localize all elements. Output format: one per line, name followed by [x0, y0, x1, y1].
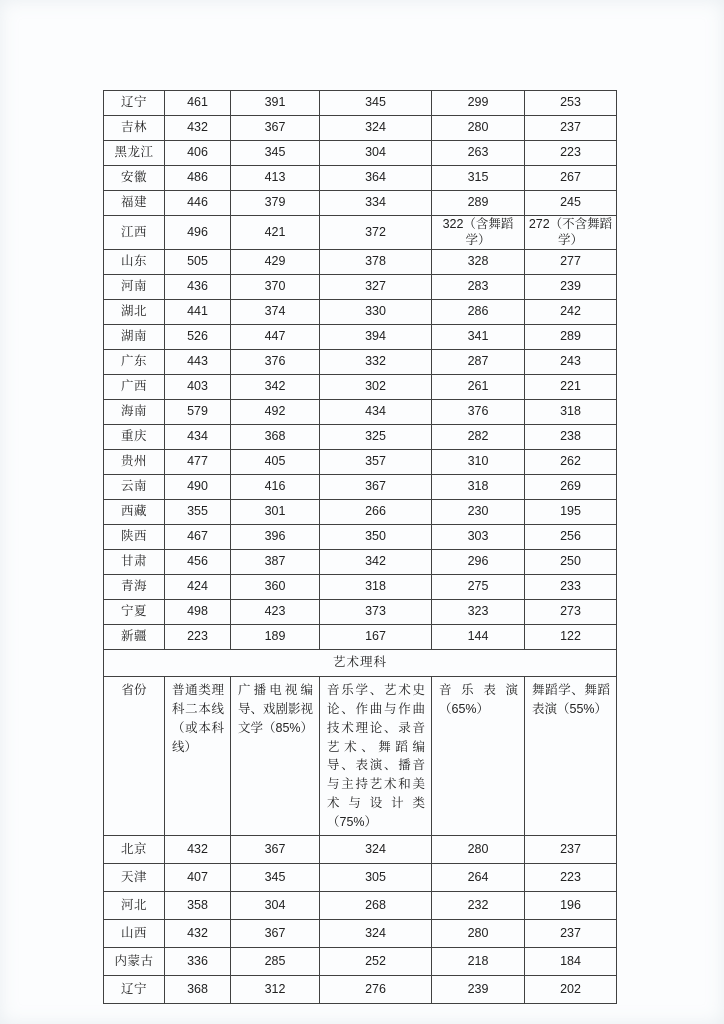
score-cell: 490	[165, 475, 231, 500]
score-cell: 373	[320, 600, 432, 625]
score-cell: 233	[525, 575, 617, 600]
score-cell: 280	[432, 836, 525, 864]
score-cell: 360	[231, 575, 320, 600]
score-cell: 184	[525, 948, 617, 976]
column-header: 普通类理科二本线（或本科线）	[165, 677, 231, 836]
score-cell: 421	[231, 216, 320, 250]
table-row	[104, 450, 617, 475]
score-cell: 312	[231, 976, 320, 1004]
table-row	[104, 300, 617, 325]
province-cell: 广东	[104, 350, 165, 375]
province-cell: 辽宁	[104, 91, 165, 116]
score-cell: 446	[165, 191, 231, 216]
province-cell: 广西	[104, 375, 165, 400]
score-cell: 269	[525, 475, 617, 500]
score-cell: 334	[320, 191, 432, 216]
score-cell: 432	[165, 836, 231, 864]
province-cell: 云南	[104, 475, 165, 500]
table-row	[104, 375, 617, 400]
score-cell: 237	[525, 116, 617, 141]
score-cell: 341	[432, 325, 525, 350]
province-cell: 福建	[104, 191, 165, 216]
score-cell: 379	[231, 191, 320, 216]
score-cell: 237	[525, 836, 617, 864]
table-row	[104, 600, 617, 625]
score-cell: 358	[165, 892, 231, 920]
score-cell: 237	[525, 920, 617, 948]
table-row	[104, 91, 617, 116]
score-cell: 342	[231, 375, 320, 400]
score-cell: 403	[165, 375, 231, 400]
score-cell: 345	[320, 91, 432, 116]
score-cell: 261	[432, 375, 525, 400]
score-cell: 486	[165, 166, 231, 191]
table-row	[104, 575, 617, 600]
score-cell: 441	[165, 300, 231, 325]
province-cell: 陕西	[104, 525, 165, 550]
score-cell: 318	[320, 575, 432, 600]
score-cell: 394	[320, 325, 432, 350]
province-cell: 湖南	[104, 325, 165, 350]
table-row	[104, 475, 617, 500]
score-cell: 189	[231, 625, 320, 650]
score-cell: 376	[231, 350, 320, 375]
score-cell: 250	[525, 550, 617, 575]
score-cell: 443	[165, 350, 231, 375]
table-row	[104, 166, 617, 191]
score-cell: 245	[525, 191, 617, 216]
table-row	[104, 116, 617, 141]
score-cell: 303	[432, 525, 525, 550]
province-cell: 湖北	[104, 300, 165, 325]
table-row	[104, 191, 617, 216]
score-cell: 526	[165, 325, 231, 350]
score-cell: 318	[525, 400, 617, 425]
score-cell: 272（不含舞蹈学）	[525, 216, 617, 250]
province-cell: 天津	[104, 864, 165, 892]
score-cell: 286	[432, 300, 525, 325]
province-cell: 黑龙江	[104, 141, 165, 166]
province-cell: 内蒙古	[104, 948, 165, 976]
score-cell: 287	[432, 350, 525, 375]
score-cell: 328	[432, 250, 525, 275]
admission-scores-table	[103, 90, 617, 1004]
score-cell: 289	[432, 191, 525, 216]
score-cell: 223	[165, 625, 231, 650]
score-cell: 283	[432, 275, 525, 300]
score-cell: 167	[320, 625, 432, 650]
score-cell: 357	[320, 450, 432, 475]
section-title-row	[104, 650, 617, 677]
score-cell: 405	[231, 450, 320, 475]
score-cell: 262	[525, 450, 617, 475]
score-cell: 416	[231, 475, 320, 500]
score-cell: 232	[432, 892, 525, 920]
score-cell: 296	[432, 550, 525, 575]
score-cell: 364	[320, 166, 432, 191]
score-cell: 436	[165, 275, 231, 300]
score-cell: 315	[432, 166, 525, 191]
score-cell: 350	[320, 525, 432, 550]
score-cell: 266	[320, 500, 432, 525]
score-cell: 424	[165, 575, 231, 600]
score-cell: 268	[320, 892, 432, 920]
score-cell: 423	[231, 600, 320, 625]
score-cell: 374	[231, 300, 320, 325]
score-cell: 305	[320, 864, 432, 892]
province-cell: 江西	[104, 216, 165, 250]
score-cell: 218	[432, 948, 525, 976]
score-cell: 391	[231, 91, 320, 116]
score-cell: 256	[525, 525, 617, 550]
score-cell: 406	[165, 141, 231, 166]
score-cell: 230	[432, 500, 525, 525]
score-cell: 367	[231, 920, 320, 948]
score-cell: 324	[320, 920, 432, 948]
score-cell: 252	[320, 948, 432, 976]
score-cell: 239	[525, 275, 617, 300]
score-cell: 505	[165, 250, 231, 275]
score-cell: 407	[165, 864, 231, 892]
score-cell: 282	[432, 425, 525, 450]
score-cell: 432	[165, 920, 231, 948]
score-cell: 367	[231, 116, 320, 141]
score-cell: 355	[165, 500, 231, 525]
province-cell: 辽宁	[104, 976, 165, 1004]
table-row	[104, 948, 617, 976]
score-cell: 447	[231, 325, 320, 350]
score-cell: 304	[231, 892, 320, 920]
score-cell: 434	[320, 400, 432, 425]
score-cell: 467	[165, 525, 231, 550]
score-cell: 378	[320, 250, 432, 275]
table-row	[104, 976, 617, 1004]
score-cell: 367	[231, 836, 320, 864]
score-cell: 310	[432, 450, 525, 475]
score-cell: 242	[525, 300, 617, 325]
score-cell: 330	[320, 300, 432, 325]
score-cell: 263	[432, 141, 525, 166]
province-cell: 海南	[104, 400, 165, 425]
province-cell: 甘肃	[104, 550, 165, 575]
score-cell: 368	[231, 425, 320, 450]
table-row	[104, 500, 617, 525]
province-cell: 河南	[104, 275, 165, 300]
table-row	[104, 836, 617, 864]
province-cell: 山西	[104, 920, 165, 948]
score-cell: 345	[231, 141, 320, 166]
column-header-row	[104, 677, 617, 836]
score-cell: 322（含舞蹈学）	[432, 216, 525, 250]
score-cell: 253	[525, 91, 617, 116]
table-row	[104, 275, 617, 300]
score-cell: 318	[432, 475, 525, 500]
score-cell: 332	[320, 350, 432, 375]
score-cell: 264	[432, 864, 525, 892]
score-cell: 376	[432, 400, 525, 425]
score-cell: 280	[432, 920, 525, 948]
province-cell: 北京	[104, 836, 165, 864]
score-cell: 396	[231, 525, 320, 550]
table-row	[104, 400, 617, 425]
score-cell: 336	[165, 948, 231, 976]
score-cell: 273	[525, 600, 617, 625]
province-cell: 新疆	[104, 625, 165, 650]
province-cell: 青海	[104, 575, 165, 600]
score-cell: 243	[525, 350, 617, 375]
score-cell: 324	[320, 836, 432, 864]
score-cell: 276	[320, 976, 432, 1004]
table-row	[104, 864, 617, 892]
score-cell: 345	[231, 864, 320, 892]
table-row	[104, 250, 617, 275]
province-cell: 贵州	[104, 450, 165, 475]
score-cell: 498	[165, 600, 231, 625]
score-cell: 289	[525, 325, 617, 350]
score-cell: 579	[165, 400, 231, 425]
score-cell: 144	[432, 625, 525, 650]
score-cell: 301	[231, 500, 320, 525]
score-cell: 299	[432, 91, 525, 116]
score-cell: 370	[231, 275, 320, 300]
province-cell: 重庆	[104, 425, 165, 450]
score-cell: 280	[432, 116, 525, 141]
score-cell: 413	[231, 166, 320, 191]
province-cell: 西藏	[104, 500, 165, 525]
score-cell: 302	[320, 375, 432, 400]
province-cell: 安徽	[104, 166, 165, 191]
score-cell: 223	[525, 864, 617, 892]
score-cell: 267	[525, 166, 617, 191]
score-cell: 387	[231, 550, 320, 575]
score-cell: 223	[525, 141, 617, 166]
score-cell: 429	[231, 250, 320, 275]
score-cell: 196	[525, 892, 617, 920]
score-cell: 285	[231, 948, 320, 976]
score-cell: 195	[525, 500, 617, 525]
table-row	[104, 525, 617, 550]
column-header: 广播电视编导、戏剧影视文学（85%）	[231, 677, 320, 836]
column-header: 音乐表演（65%）	[432, 677, 525, 836]
score-cell: 304	[320, 141, 432, 166]
score-cell: 372	[320, 216, 432, 250]
score-cell: 367	[320, 475, 432, 500]
table-row	[104, 325, 617, 350]
score-cell: 239	[432, 976, 525, 1004]
score-cell: 477	[165, 450, 231, 475]
score-cell: 202	[525, 976, 617, 1004]
table-row	[104, 425, 617, 450]
column-header: 省份	[104, 677, 165, 836]
column-header: 音乐学、艺术史论、作曲与作曲技术理论、录音艺术、舞蹈编导、表演、播音与主持艺术和美术与设计类（75%）	[320, 677, 432, 836]
score-cell: 432	[165, 116, 231, 141]
section-title: 艺术理科	[104, 650, 617, 677]
score-cell: 461	[165, 91, 231, 116]
table-row	[104, 350, 617, 375]
province-cell: 吉林	[104, 116, 165, 141]
score-cell: 324	[320, 116, 432, 141]
score-cell: 323	[432, 600, 525, 625]
score-cell: 496	[165, 216, 231, 250]
score-cell: 277	[525, 250, 617, 275]
score-cell: 275	[432, 575, 525, 600]
score-cell: 122	[525, 625, 617, 650]
score-cell: 434	[165, 425, 231, 450]
score-cell: 342	[320, 550, 432, 575]
score-cell: 492	[231, 400, 320, 425]
table-row	[104, 892, 617, 920]
score-cell: 325	[320, 425, 432, 450]
score-cell: 238	[525, 425, 617, 450]
score-cell: 327	[320, 275, 432, 300]
table-row	[104, 550, 617, 575]
province-cell: 山东	[104, 250, 165, 275]
table-row	[104, 625, 617, 650]
province-cell: 河北	[104, 892, 165, 920]
column-header: 舞蹈学、舞蹈表演（55%）	[525, 677, 617, 836]
score-cell: 221	[525, 375, 617, 400]
table-row	[104, 216, 617, 250]
score-cell: 456	[165, 550, 231, 575]
table-row	[104, 920, 617, 948]
table-row	[104, 141, 617, 166]
score-cell: 368	[165, 976, 231, 1004]
province-cell: 宁夏	[104, 600, 165, 625]
